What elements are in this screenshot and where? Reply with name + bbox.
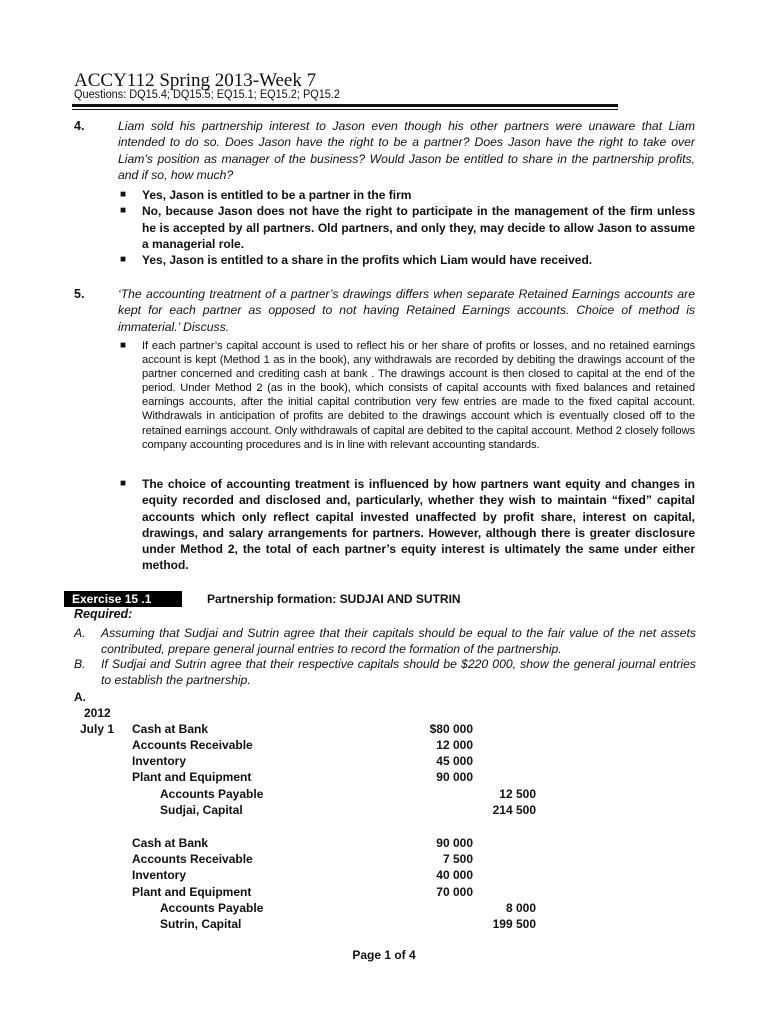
journal-account: Plant and Equipment (132, 885, 252, 899)
question-5-answer: ■ The choice of accounting treatment is influenced by how partners want equity and changes in equity recorded and disclosed and, particularly, whether they wish to maintain “fixed” capital accounts which only reflect capital invested unaffected by profit share, interest on capital, drawings, and salary arrangements for partners. However, although there is greater disclosure under Method 2, the total of each partner’s equity interest is ultimately the same under either method. (120, 477, 695, 573)
journal-account: Sutrin, Capital (160, 917, 242, 931)
bullet-icon: ■ (120, 340, 126, 351)
journal-account: Accounts Payable (160, 787, 264, 801)
journal-account: Accounts Receivable (132, 738, 253, 752)
credit-amount: 8 000 (505, 901, 536, 915)
question-4-text: Liam sold his partnership interest to Jason even though his other partners were unaware that Liam intended to do so. Does Jason have the right to be a partner? Does Jason have the right to take over Liam’s position as manager of the business? Would Jason be entitled to share in the partnership profits, and if so, how much? (118, 119, 695, 183)
question-4-answer: ■ Yes, Jason is entitled to be a partner in the firm (120, 188, 412, 202)
page-number: Page 1 of 4 (352, 948, 416, 962)
requirement-a-text: Assuming that Sudjai and Sutrin agree that their capitals should be equal to the fair value of the net assets contributed, prepare general journal entries to record the formation of the partnership. (101, 626, 696, 656)
questions-list: Questions: DQ15.4; DQ15.5; EQ15.1; EQ15.2; PQ15.2 (74, 89, 340, 101)
required-heading: Required: (74, 607, 133, 621)
journal-account: Cash at Bank (132, 836, 209, 850)
bullet-icon: ■ (120, 254, 127, 266)
debit-amount: 12 000 (436, 738, 473, 752)
bullet-icon: ■ (120, 205, 127, 217)
journal-year: 2012 (84, 706, 111, 720)
requirement-b (74, 656, 696, 688)
debit-amount: $80 000 (429, 722, 473, 736)
question-5-answer-1 (118, 339, 695, 452)
question-5-answer: ■ If each partner’s capital account is used to reflect his or her share of profits or losses, and no retained earnings account is kept (Method 1 as in the book), any withdrawals are recorded by debiting the drawings account of the partner concerned and crediting cash at bank . The drawings account is then closed to capital at the end of the period. Under Method 2 (as in the book), which consists of capital accounts with fixed balances and retained earnings accounts, after the initial capital contribution very few entries are made to the fixed capital account. Withdrawals in anticipation of profits are debited to the drawings account which is eventually closed off to the retained earnings account. Only withdrawals of capital are debited to the capital account. Method 2 closely follows company accounting procedures and is in line with relevant accounting standards. (120, 340, 695, 451)
requirement-a (74, 625, 696, 657)
debit-amount: 40 000 (436, 868, 473, 882)
debit-amount: 90 000 (436, 836, 473, 850)
journal-account: Inventory (132, 868, 187, 882)
credit-amount: 12 500 (499, 787, 536, 801)
journal-account: Cash at Bank (132, 722, 209, 736)
header-rule-thin (72, 109, 618, 110)
question-4-answer: ■ Yes, Jason is entitled to a share in the profits which Liam would have received. (120, 253, 593, 268)
exercise-title: Partnership formation: SUDJAI AND SUTRIN (207, 592, 461, 606)
journal-account: Sudjai, Capital (160, 803, 243, 817)
journal-date: July 1 (80, 722, 115, 736)
debit-amount: 90 000 (436, 770, 473, 784)
debit-amount: 45 000 (436, 754, 473, 768)
debit-amount: 7 500 (442, 852, 473, 866)
requirement-b-text: If Sudjai and Sutrin agree that their respective capitals should be $220 000, show the general journal entries to establish the partnership. (101, 657, 696, 687)
question-5-text: ‘The accounting treatment of a partner’s drawings differs when separate Retained Earnings accounts are kept for each partner as opposed to not having Retained Earnings accounts. Choice of method is immaterial.’ Discuss. (118, 287, 695, 334)
bullet-icon: ■ (120, 478, 127, 489)
question-4-number: 4. (74, 119, 85, 133)
credit-amount: 199 500 (492, 917, 536, 931)
question-4-answer: ■ No, because Jason does not have the right to participate in the management of the firm unless he is accepted by all partners. Old partners, and only they, may decide to allow Jason to assume a managerial role. (120, 204, 695, 251)
document-title: ACCY112 Spring 2013-Week 7 (74, 70, 317, 91)
credit-amount: 214 500 (492, 803, 536, 817)
journal-account: Accounts Payable (160, 901, 264, 915)
journal-account: Plant and Equipment (132, 770, 252, 784)
header-rule-thick (72, 104, 618, 107)
question-5-number: 5. (74, 287, 85, 301)
requirement-b-label: B. (74, 657, 86, 671)
question-4-answers (118, 187, 695, 268)
bullet-icon: ■ (120, 189, 127, 200)
debit-amount: 70 000 (436, 885, 473, 899)
journal-account: Inventory (132, 754, 187, 768)
journal-section-label: A. (74, 690, 86, 704)
requirement-a-label: A. (74, 626, 86, 640)
exercise-label: Exercise 15 .1 (64, 591, 182, 607)
journal-account: Accounts Receivable (132, 852, 253, 866)
question-5-answer-2 (118, 476, 695, 574)
